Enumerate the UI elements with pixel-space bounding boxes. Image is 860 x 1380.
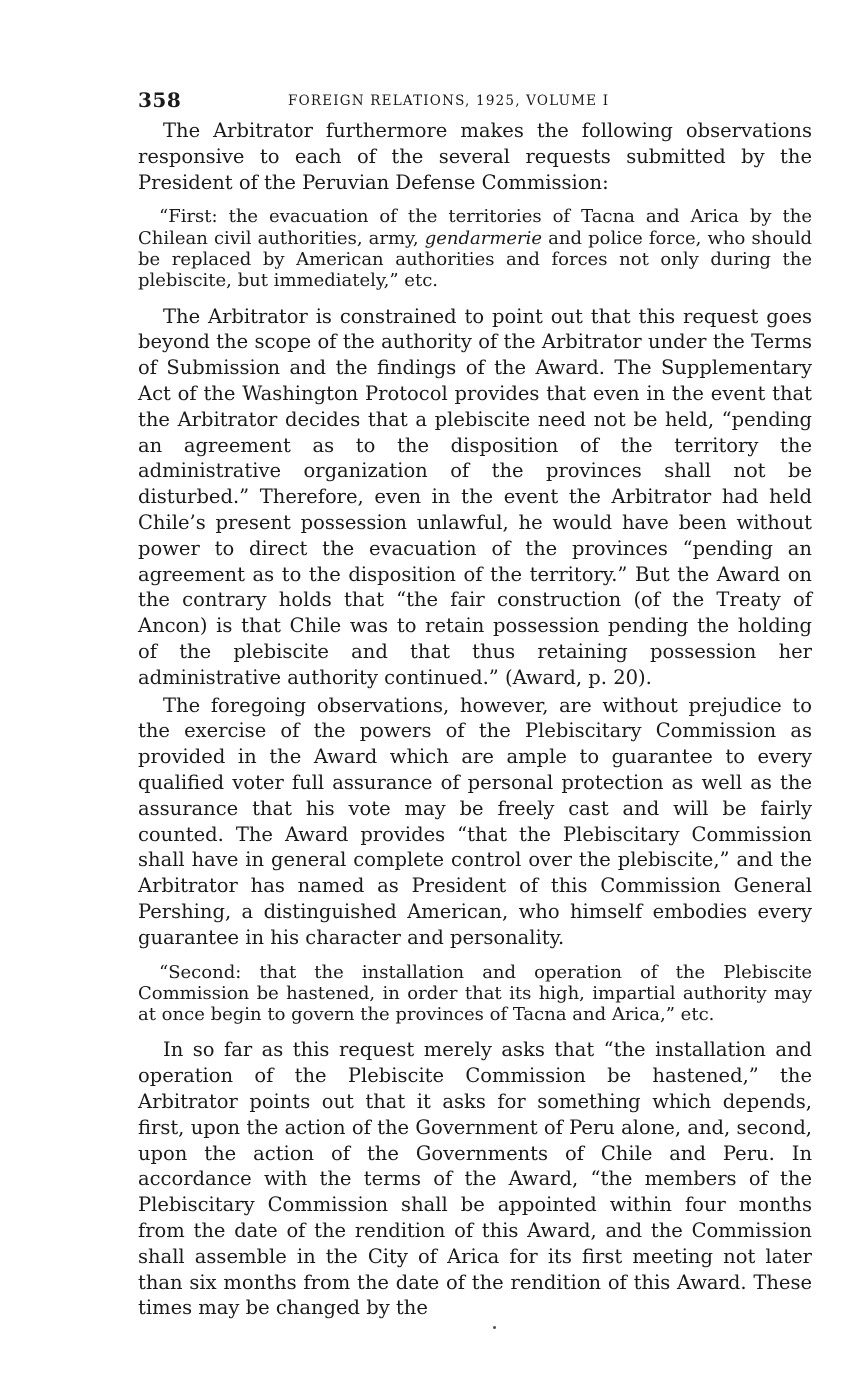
document-page xyxy=(138,88,812,1321)
quote-first-italic: gendarmerie xyxy=(424,227,543,249)
paragraph-observations-intro: The Arbitrator furthermore makes the following observations responsive to each of the several requests submitted by the President of the Peruvian Defense Commission: xyxy=(138,119,812,194)
paragraph-in-so-far: In so far as this request merely asks that “the installation and operation of the Plebiscite Commission be hastened,” the Arbitrator points out that it asks for something which depends, first, upon the action of the Government of Peru alone, and, second, upon the action of the Governments of Chile and Peru. In accordance with the terms of the Award, “the members of the Plebiscitary Commission shall be appointed within four months from the date of the rendition of this Award, and the Commission shall assemble in the City of Arica for its first meeting not later than six months from the date of the rendition of this Award. These times may be changed by the xyxy=(138,1038,812,1320)
quote-second-request: “Second: that the installation and operation of the Plebiscite Commission be hastened, in order that its high, impartial authority may at once begin to govern the provinces of Tacna and Arica,” etc. xyxy=(138,961,812,1026)
page-speck xyxy=(493,1326,496,1329)
quote-first-request xyxy=(138,206,812,291)
paragraph-foregoing-observations: The foregoing observations, however, are without prejudice to the exercise of the powers of the Plebiscitary Commission as provided in the Award which are ample to guarantee to every qualified voter full assurance of personal protection as well as the assurance that his vote may be freely cast and will be fairly counted. The Award provides “that the Plebiscitary Commission shall have in general complete control over the plebiscite,” and the Arbitrator has named as President of this Commission General Pershing, a distinguished American, who himself embodies every guarantee in his character and personality. xyxy=(138,693,812,949)
running-head xyxy=(138,88,812,118)
quote-first-text-b: and police force, who should be replaced by American authorities and forces not only during the plebiscite, but immediately,” etc. xyxy=(138,227,813,292)
running-title: FOREIGN RELATIONS, 1925, VOLUME I xyxy=(288,93,610,109)
paragraph-arbitrator-constrained: The Arbitrator is constrained to point out that this request goes beyond the scope of the authority of the Arbitrator under the Terms of Submission and the findings of the Award. The Supplementary Act of the Washington Protocol provides that even in the event that the Arbitrator decides that a plebiscite need not be held, “pending an agreement as to the disposition of the territory the administrative organization of the provinces shall not be disturbed.” Therefore, even in the event the Arbitrator had held Chile’s present possession unlawful, he would have been without power to direct the evacuation of the provinces “pending an agreement as to the disposition of the territory.” But the Award on the contrary holds that “the fair construction (of the Treaty of Ancon) is that Chile was to retain possession pending the holding of the plebiscite and that thus retaining possession her administrative authority continued.” (Award, p. 20). xyxy=(138,304,812,689)
quote-first-text-a: “First: the evacuation of the territories of Tacna and Arica by the Chilean civil authorities, army, xyxy=(138,206,812,249)
page-number: 358 xyxy=(138,88,182,112)
